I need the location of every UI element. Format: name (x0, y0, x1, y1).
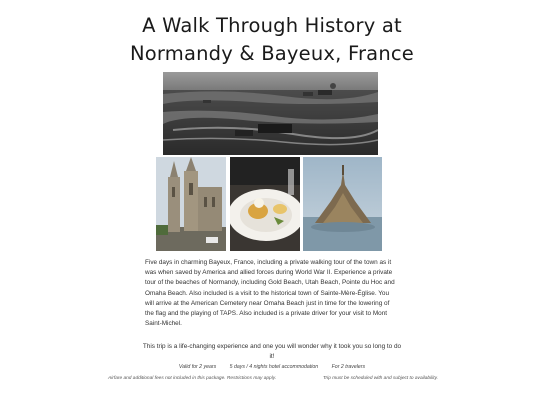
detail-accommodation: 5 days / 4 nights hotel accommodation (229, 364, 319, 370)
detail-travelers: For 2 travelers (331, 364, 366, 370)
trip-details (140, 364, 404, 370)
fine-print-left: Airfare and additional fees not included in this package. Restrictions may apply. (108, 376, 277, 381)
title-line-1: A Walk Through History at (142, 14, 402, 37)
fine-print (108, 376, 438, 381)
call-to-action: This trip is a life-changing experience and one you will wonder why it took you so long to do it! (142, 343, 402, 360)
title-line-2: Normandy & Bayeux, France (129, 42, 415, 65)
mont-saint-michel-photo (303, 157, 382, 251)
cathedral-photo (156, 157, 226, 251)
trip-description: Five days in charming Bayeux, France, including a private walking tour of the town as it was when saved by America and allied forces during World War II. Experience a private tour of the beaches of Normandy, including Gold Beach, Utah Beach, Pointe du Hoc and Omaha Beach. Also included is a visit to the historical town of Sainte-Mère-Église. You will arrive at the American Cemetery near Omaha Beach just in time for the lowering of the flag and the playing of TAPS. Also included is a private driver for your visit to Mont Saint-Michel. (145, 259, 395, 328)
food-photo (230, 157, 300, 251)
detail-validity: Valid for 2 years (178, 364, 217, 370)
beach-landing-photo (163, 72, 378, 155)
fine-print-right: Trip must be scheduled with and subject to availability. (322, 376, 438, 381)
